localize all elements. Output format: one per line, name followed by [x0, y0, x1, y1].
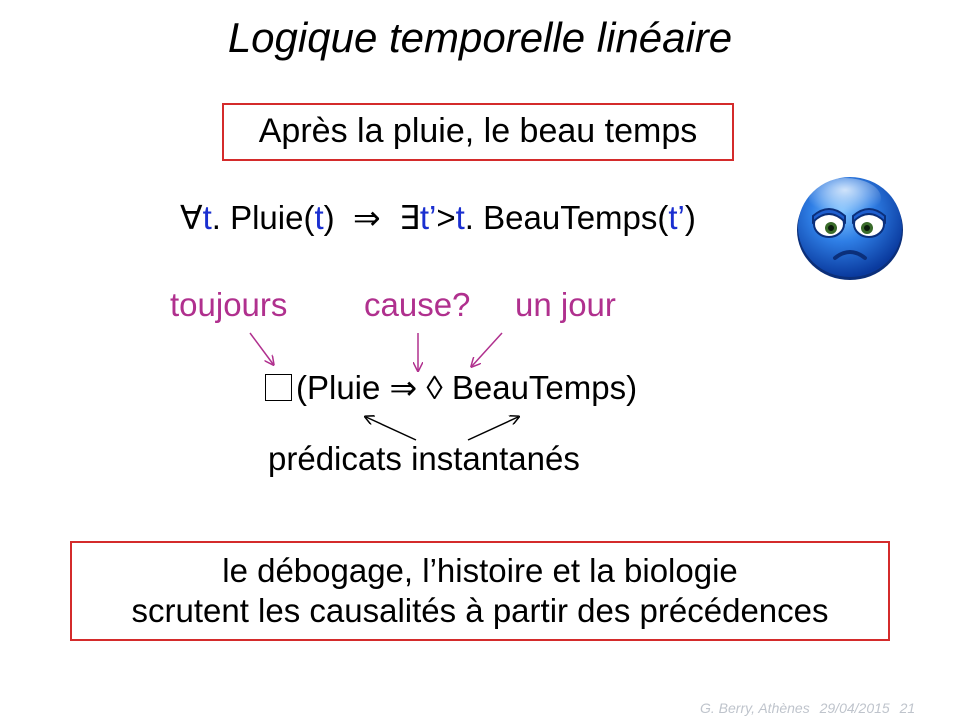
formula-text: ): [323, 199, 335, 236]
formula-text: . Pluie(: [211, 199, 315, 236]
arrow-someday: [472, 333, 502, 366]
variable-t-prime: t’: [668, 199, 685, 236]
implies-symbol: ⇒: [352, 199, 381, 236]
variable-t: t: [202, 199, 212, 236]
footer-page-number: 21: [899, 700, 916, 716]
variable-t: t: [314, 199, 324, 236]
formula-text: >: [436, 199, 456, 236]
conclusion-box: [70, 541, 890, 641]
arrow-predicate-left: [366, 417, 416, 440]
arrow-predicate-right: [468, 417, 518, 440]
slide-title: Logique temporelle linéaire: [227, 14, 733, 61]
conclusion-line-2: scrutent les causalités à partir des précédences: [131, 592, 829, 629]
label-always: toujours: [170, 286, 288, 323]
diamond-operator: ◊: [426, 369, 443, 406]
implies-symbol: ⇒: [389, 369, 418, 406]
variable-t: t: [455, 199, 465, 236]
label-someday: un jour: [515, 286, 616, 323]
arrow-always: [250, 333, 273, 364]
formula-text: . BeauTemps(: [464, 199, 669, 236]
forall-symbol: ∀: [180, 199, 203, 236]
footer-author: G. Berry, Athènes: [700, 700, 810, 716]
proverb-text: Après la pluie, le beau temps: [258, 112, 698, 150]
always-box-operator: [265, 374, 292, 401]
ltl-formula: [265, 368, 637, 407]
predicates-label: prédicats instantanés: [268, 440, 580, 477]
ltl-text: (Pluie: [296, 369, 390, 406]
exists-symbol: ∃: [398, 199, 420, 236]
footer-date: 29/04/2015: [819, 700, 890, 716]
label-cause: cause?: [364, 286, 471, 323]
ltl-text: BeauTemps): [442, 369, 638, 406]
variable-t-prime: t’: [419, 199, 437, 236]
slide-footer: [700, 700, 921, 716]
formula-text: ): [684, 199, 696, 236]
conclusion-line-1: le débogage, l’histoire et la biologie: [222, 552, 738, 589]
